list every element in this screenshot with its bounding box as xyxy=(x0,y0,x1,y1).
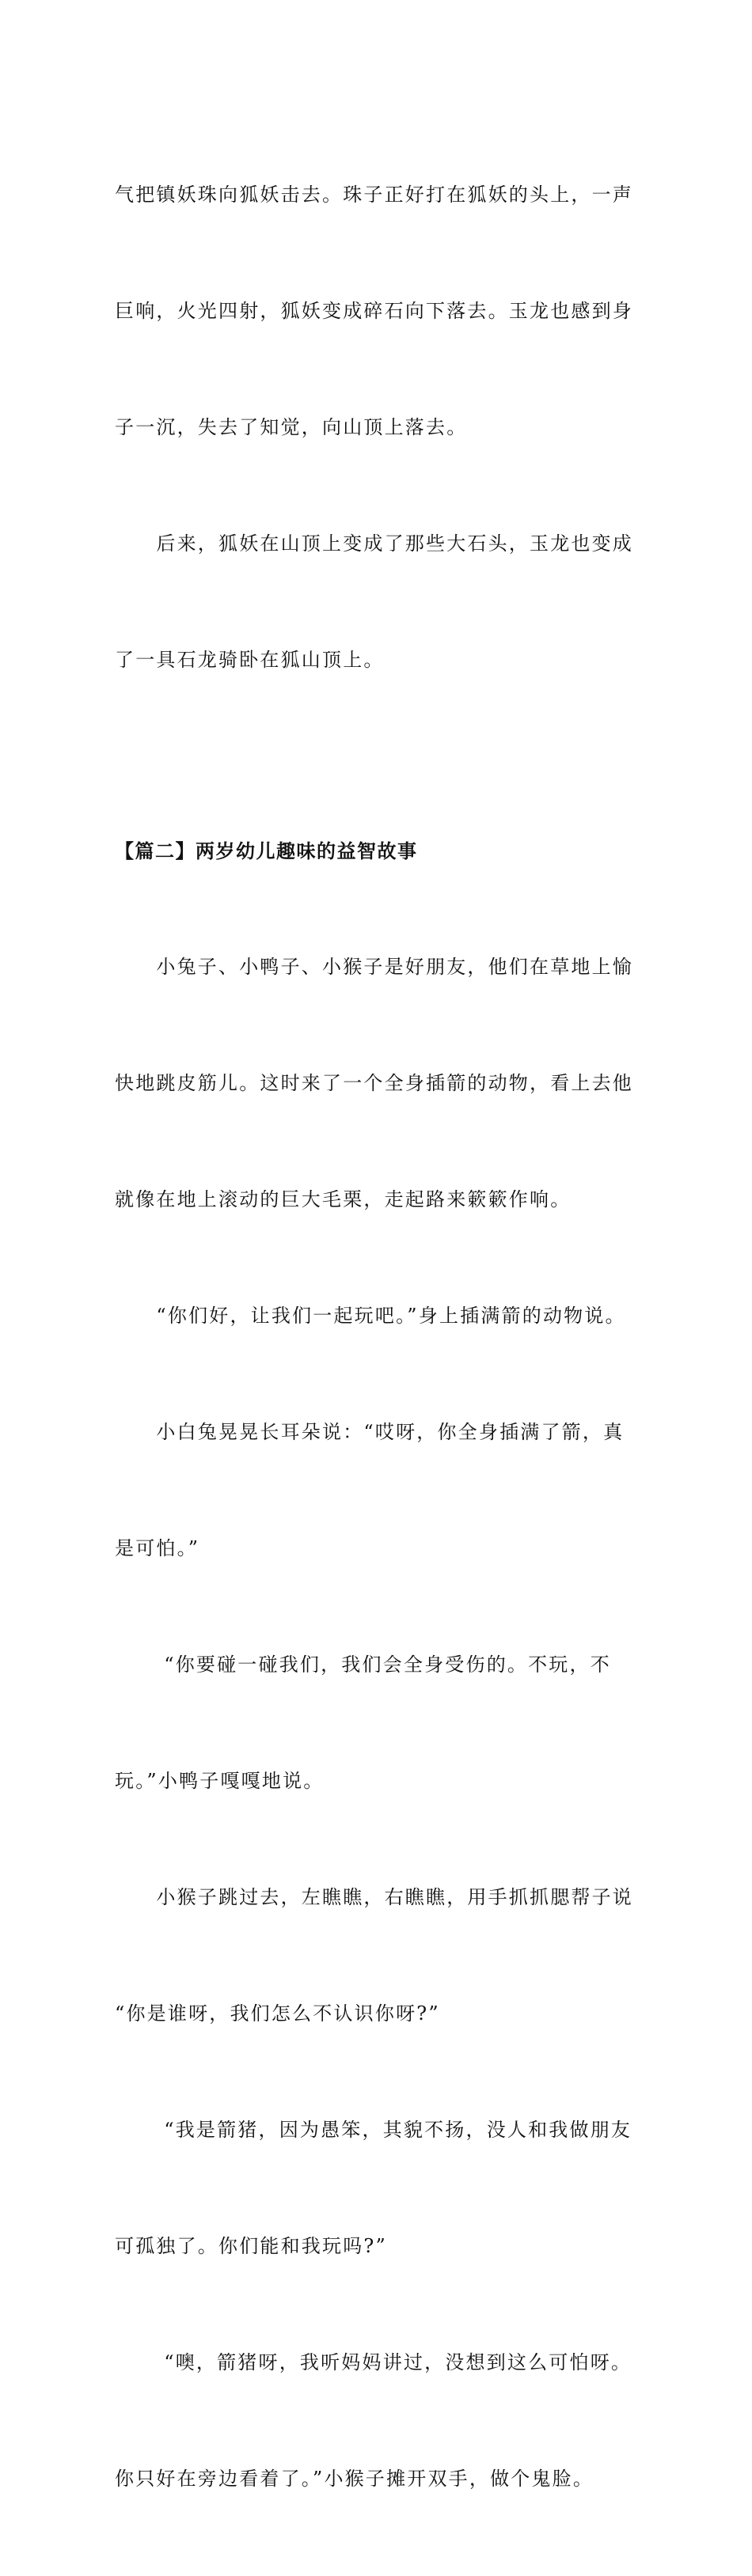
text-line: 你只好在旁边看着了。”小猴子摊开双手，做个鬼脸。 xyxy=(115,2468,594,2490)
text-line: “你们好，让我们一起玩吧。”身上插满箭的动物说。 xyxy=(115,1305,626,1327)
section-spacer xyxy=(115,757,641,832)
text-line: 小白兔晃晃长耳朵说：“哎呀，你全身插满了箭，真 xyxy=(115,1421,625,1443)
text-line: 快地跳皮筋儿。这时来了一个全身插箭的动物，看上去他 xyxy=(115,1072,633,1094)
section-heading: 【篇二】两岁幼儿趣味的益智故事 xyxy=(115,839,418,862)
text-line: 是可怕。” xyxy=(115,1537,200,1559)
text-line: 巨响，火光四射，狐妖变成碎石向下落去。玉龙也感到身 xyxy=(115,300,633,322)
text-line: 气把镇妖珠向狐妖击去。珠子正好打在狐妖的头上，一声 xyxy=(115,184,633,206)
text-line: “我是箭猪，因为愚笨，其貌不扬，没人和我做朋友 xyxy=(115,2119,632,2141)
story-two xyxy=(115,832,641,2576)
text-line: 可孤独了。你们能和我玩吗?” xyxy=(115,2235,387,2257)
story-one-ending xyxy=(115,98,641,757)
text-line: 玩。”小鸭子嘎嘎地说。 xyxy=(115,1770,325,1792)
text-line: 子一沉，失去了知觉，向山顶上落去。 xyxy=(115,416,468,438)
text-line: 小猴子跳过去，左瞧瞧，右瞧瞧，用手抓抓腮帮子说 xyxy=(115,1886,633,1908)
paragraph-text xyxy=(115,870,641,2576)
text-line: “你要碰一碰我们，我们会全身受伤的。不玩，不 xyxy=(115,1654,611,1676)
document-page xyxy=(115,98,641,2576)
text-line: “你是谁呀，我们怎么不认识你呀?” xyxy=(115,2002,440,2025)
text-line: 后来，狐妖在山顶上变成了那些大石头，玉龙也变成 xyxy=(115,532,633,555)
text-line: 小兔子、小鸭子、小猴子是好朋友，他们在草地上愉 xyxy=(115,956,633,978)
text-line: 就像在地上滚动的巨大毛栗，走起路来簌簌作响。 xyxy=(115,1188,572,1210)
text-line: “噢，箭猪呀，我听妈妈讲过，没想到这么可怕呀。 xyxy=(115,2351,632,2373)
text-line: 了一具石龙骑卧在狐山顶上。 xyxy=(115,649,385,671)
paragraph-text xyxy=(115,98,641,757)
